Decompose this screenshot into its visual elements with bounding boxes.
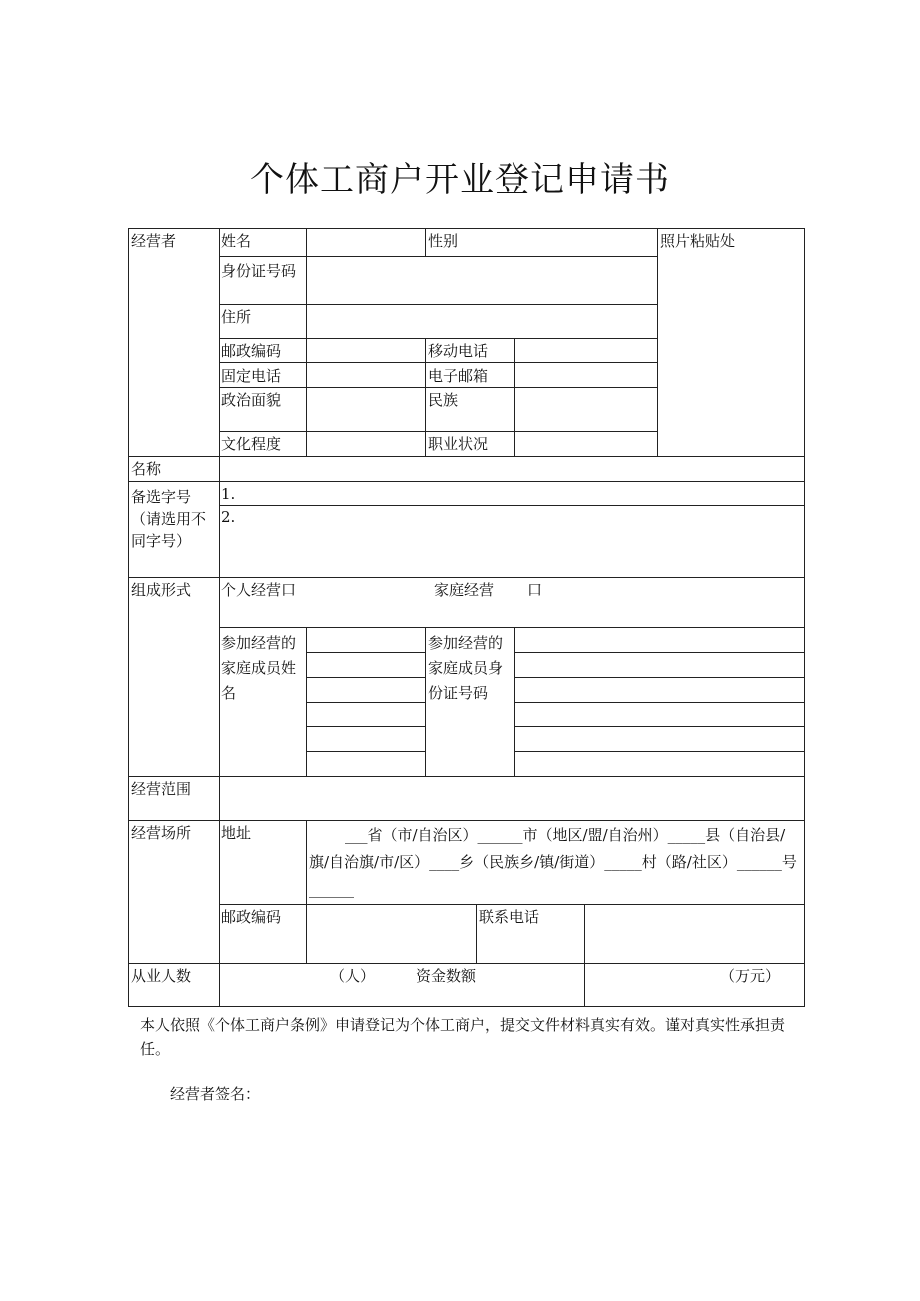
business-scope-label: 经营范围: [131, 780, 192, 798]
premises-address-template[interactable]: ___省（市/自治区）______市（地区/盟/自治州）_____县（自治县/旗/自治旗/市/区）____乡（民族乡/镇/街道）_____村（路/社区）______号______: [309, 826, 797, 898]
email-label: 电子邮箱: [428, 367, 489, 385]
organization-form-label: 组成形式: [131, 581, 192, 599]
staff-count-label: 从业人数: [131, 967, 192, 985]
mobile-label: 移动电话: [428, 342, 489, 360]
occupation-label: 职业状况: [428, 435, 489, 453]
family-members-name-label: 参加经营的家庭成员姓名: [221, 634, 297, 702]
postcode-label: 邮政编码: [221, 342, 282, 360]
family-business-option[interactable]: 家庭经营: [434, 581, 495, 599]
ethnicity-label: 民族: [428, 391, 459, 409]
business-name-label: 名称: [131, 460, 162, 478]
alternate-name-1[interactable]: 1.: [221, 485, 236, 503]
personal-business-option[interactable]: 个人经营口: [221, 581, 297, 599]
landline-label: 固定电话: [221, 367, 282, 385]
capital-unit: （万元）: [720, 967, 781, 985]
contact-phone-label: 联系电话: [479, 908, 540, 926]
id-number-label: 身份证号码: [221, 262, 297, 280]
premises-address-label: 地址: [221, 824, 252, 842]
family-business-checkbox[interactable]: 口: [527, 581, 543, 599]
staff-count-unit: （人）: [330, 967, 376, 985]
page-title: 个体工商户开业登记申请书: [250, 160, 670, 200]
operator-section-label: 经营者: [131, 232, 177, 250]
capital-label: 资金数额: [416, 967, 477, 985]
name-label: 姓名: [221, 232, 252, 250]
gender-label: 性别: [428, 232, 459, 250]
photo-placeholder-label: 照片粘贴处: [660, 232, 736, 250]
premises-label: 经营场所: [131, 824, 192, 842]
education-label: 文化程度: [221, 435, 282, 453]
alternate-name-2[interactable]: 2.: [221, 508, 236, 526]
premises-postcode-label: 邮政编码: [221, 908, 282, 926]
residence-label: 住所: [221, 308, 252, 326]
family-members-id-label: 参加经营的家庭成员身份证号码: [428, 634, 504, 702]
signature-label: 经营者签名：: [170, 1085, 261, 1103]
political-status-label: 政治面貌: [221, 391, 282, 409]
alternate-names-label: 备选字号（请选用不同字号）: [131, 488, 207, 550]
declaration-text: 本人依照《个体工商户条例》申请登记为个体工商户，提交文件材料真实有效。谨对真实性承担责任。: [140, 1016, 786, 1058]
